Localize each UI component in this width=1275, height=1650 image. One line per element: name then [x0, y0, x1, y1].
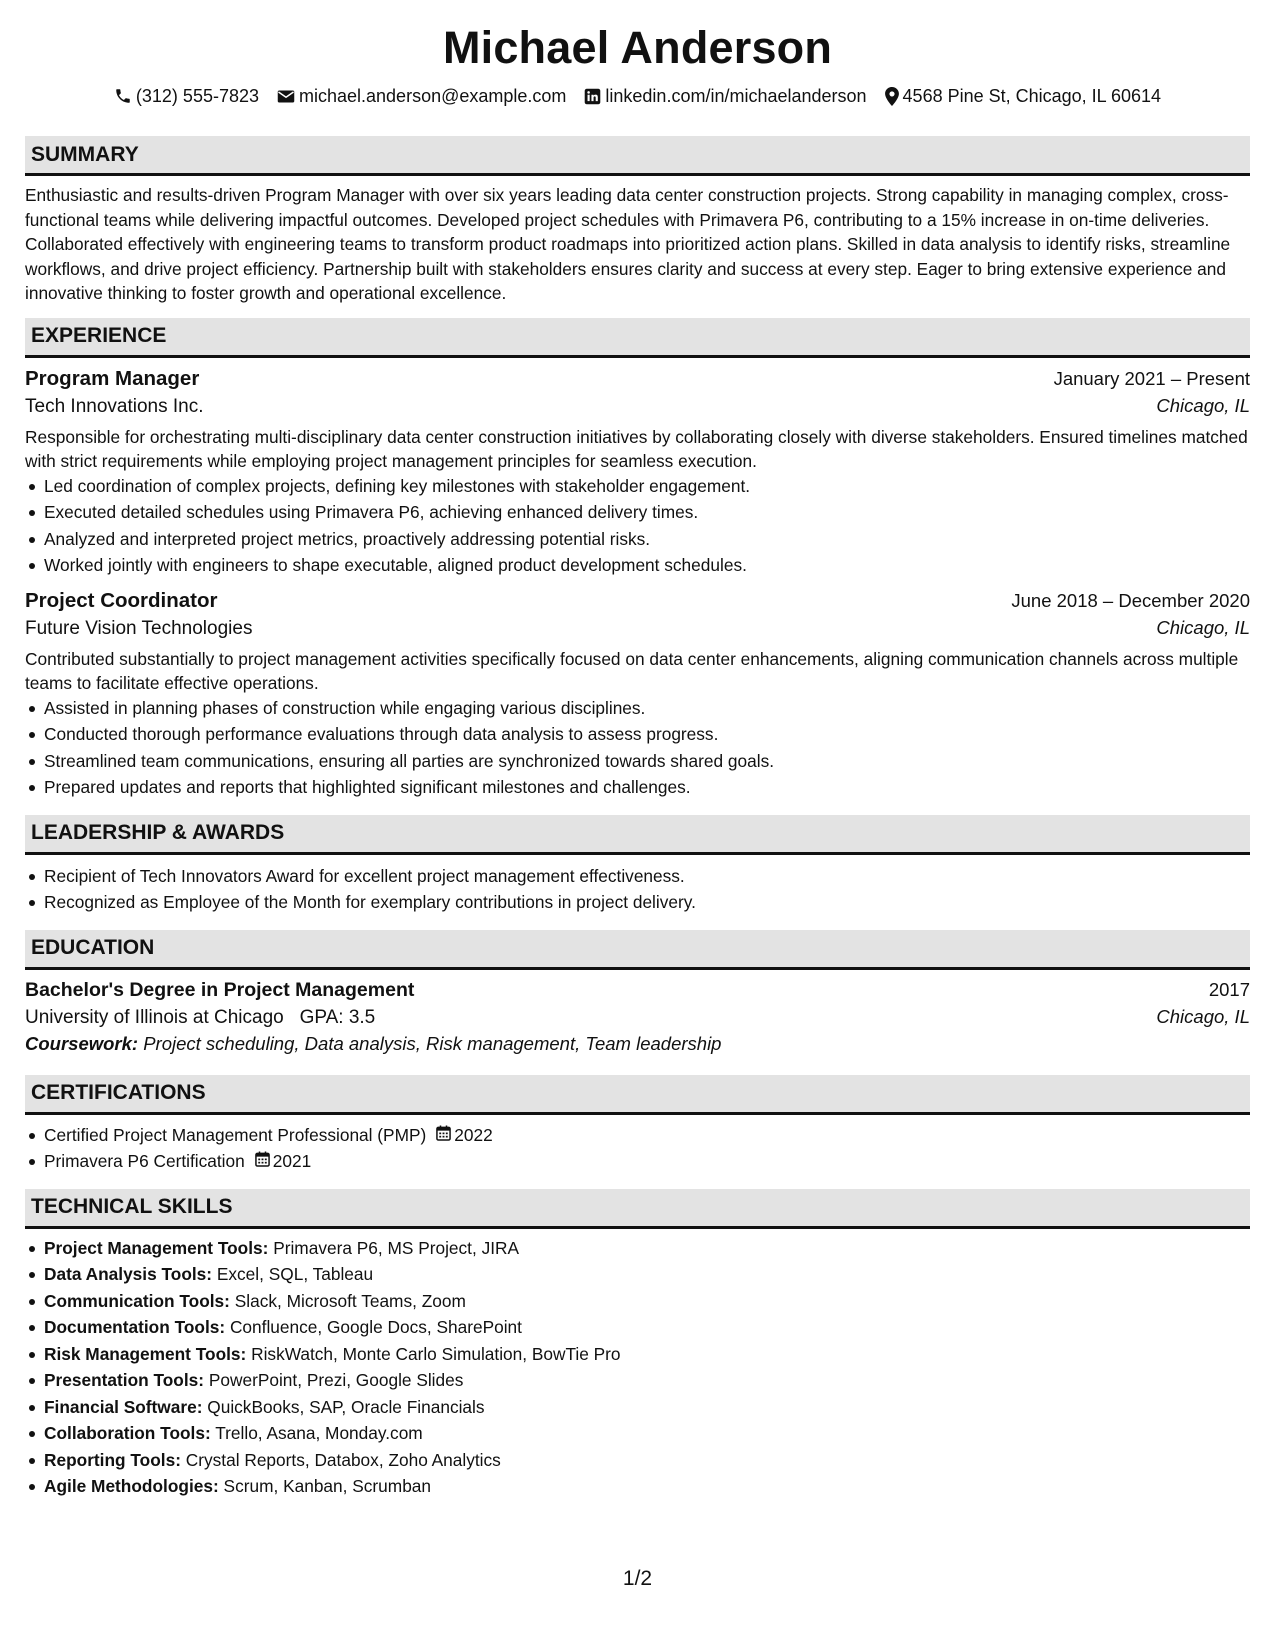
- job-location: Chicago, IL: [1156, 394, 1250, 416]
- list-item: Recognized as Employee of the Month for exemplary contributions in project delivery.: [44, 889, 1250, 916]
- contact-phone[interactable]: [114, 84, 259, 108]
- skills-list: [25, 1235, 1250, 1500]
- list-item: [44, 1447, 1250, 1474]
- cert-year: 2021: [272, 1151, 312, 1171]
- contact-address: [885, 84, 1162, 108]
- skill-value: QuickBooks, SAP, Oracle Financials: [207, 1396, 485, 1417]
- skill-label: Project Management Tools:: [44, 1237, 269, 1258]
- list-item: [44, 1394, 1250, 1421]
- skill-label: Risk Management Tools:: [44, 1343, 247, 1364]
- job-description: Responsible for orchestrating multi-disciplinary data center construction initiatives by collaborating closely with diverse stakeholders. Ensured timelines matched with strict requirements while employing project management principles for seamless execution.: [25, 426, 1248, 471]
- skills-heading: TECHNICAL SKILLS: [25, 1189, 1250, 1229]
- coursework-list: Project scheduling, Data analysis, Risk management, Team leadership: [143, 1032, 722, 1054]
- skill-value: Confluence, Google Docs, SharePoint: [229, 1317, 522, 1337]
- skill-value: Primavera P6, MS Project, JIRA: [273, 1237, 520, 1258]
- skill-label: Communication Tools:: [44, 1290, 230, 1311]
- job-company: Tech Innovations Inc.: [25, 395, 204, 417]
- phone-text: (312) 555-7823: [135, 86, 259, 106]
- resume-page: [25, 20, 1250, 1500]
- skill-label: Collaboration Tools:: [44, 1423, 211, 1443]
- coursework-label: Coursework:: [25, 1032, 139, 1054]
- contact-email[interactable]: [277, 84, 566, 108]
- job-entry: [25, 589, 1250, 801]
- linkedin-icon: [584, 88, 601, 105]
- job-bullets: [25, 695, 1250, 801]
- job-bullets: [25, 473, 1250, 579]
- skill-label: Presentation Tools:: [44, 1370, 205, 1390]
- job-entry: [25, 367, 1250, 579]
- candidate-name: Michael Anderson: [442, 22, 833, 73]
- skill-label: Data Analysis Tools:: [44, 1264, 213, 1284]
- list-item: Analyzed and interpreted project metrics, proactively addressing potential risks.: [44, 526, 1250, 553]
- linkedin-text: linkedin.com/in/michaelanderson: [605, 86, 867, 106]
- job-location: Chicago, IL: [1156, 616, 1250, 638]
- job-company: Future Vision Technologies: [25, 617, 253, 639]
- job-dates: January 2021 – Present: [1053, 367, 1250, 389]
- email-text: michael.anderson@example.com: [299, 86, 567, 106]
- list-item: [44, 1288, 1250, 1315]
- map-pin-icon: [885, 87, 899, 106]
- skill-label: Agile Methodologies:: [44, 1476, 219, 1496]
- school-line: [25, 1007, 375, 1029]
- list-item: Prepared updates and reports that highlighted significant milestones and challenges.: [44, 774, 1250, 801]
- degree-title: Bachelor's Degree in Project Management: [25, 978, 415, 1001]
- leadership-list: [25, 863, 1250, 916]
- list-item: Executed detailed schedules using Primavera P6, achieving enhanced delivery times.: [44, 499, 1250, 526]
- skill-label: Documentation Tools:: [44, 1317, 226, 1337]
- list-item: [44, 1314, 1250, 1341]
- graduation-year: 2017: [1208, 978, 1250, 1000]
- list-item: [44, 1341, 1250, 1368]
- skill-value: RiskWatch, Monte Carlo Simulation, BowTie Pro: [251, 1343, 621, 1364]
- list-item: [44, 1420, 1250, 1447]
- list-item: [44, 1122, 1250, 1149]
- summary-text: Enthusiastic and results-driven Program Manager with over six years leading data center construction projects. Strong capability in managing complex, cross-functional teams while delivering impactful outcomes. Developed project schedules with Primavera P6, contributing to a 15% increase in on-time deliveries. Collaborated effectively with engineering teams to transform product roadmaps into prioritized action plans. Skilled in data analysis to identify risks, streamline workflows, and drive project efficiency. Partnership built with stakeholders ensures clarity and success at every step. Eager to bring extensive experience and innovative thinking to foster growth and operational excellence.: [25, 185, 1231, 303]
- skill-value: Slack, Microsoft Teams, Zoom: [234, 1290, 466, 1311]
- job-title: Program Manager: [25, 366, 200, 390]
- gpa: GPA: 3.5: [299, 1006, 376, 1028]
- calendar-icon: [436, 1122, 451, 1149]
- list-item: Assisted in planning phases of construction while engaging various disciplines.: [44, 695, 1250, 722]
- job-title: Project Coordinator: [25, 588, 218, 612]
- list-item: [44, 1473, 1250, 1500]
- job-dates: June 2018 – December 2020: [1011, 589, 1250, 611]
- education-heading: EDUCATION: [25, 930, 1250, 970]
- list-item: [44, 1148, 1250, 1175]
- skill-value: Excel, SQL, Tableau: [216, 1264, 374, 1284]
- list-item: Recipient of Tech Innovators Award for excellent project management effectiveness.: [44, 863, 1250, 890]
- list-item: [44, 1367, 1250, 1394]
- coursework: [25, 1033, 1250, 1055]
- contact-bar: [25, 84, 1250, 108]
- calendar-icon: [255, 1148, 270, 1175]
- list-item: Worked jointly with engineers to shape executable, aligned product development schedules.: [44, 552, 1250, 579]
- list-item: [44, 1261, 1250, 1288]
- address-text: 4568 Pine St, Chicago, IL 60614: [902, 86, 1162, 106]
- leadership-heading: LEADERSHIP & AWARDS: [25, 815, 1250, 855]
- cert-year: 2022: [454, 1124, 493, 1145]
- list-item: Conducted thorough performance evaluations through data analysis to assess progress.: [44, 721, 1250, 748]
- skill-value: PowerPoint, Prezi, Google Slides: [208, 1370, 464, 1390]
- skill-value: Trello, Asana, Monday.com: [215, 1423, 423, 1443]
- envelope-icon: [277, 89, 295, 104]
- experience-heading: EXPERIENCE: [25, 318, 1250, 358]
- list-item: Led coordination of complex projects, defining key milestones with stakeholder engagement.: [44, 473, 1250, 500]
- contact-linkedin[interactable]: [584, 84, 866, 108]
- certifications-heading: CERTIFICATIONS: [25, 1075, 1250, 1115]
- education-entry: [25, 979, 1250, 1055]
- phone-icon: [114, 87, 132, 105]
- school-location: Chicago, IL: [1156, 1005, 1250, 1027]
- job-description: Contributed substantially to project management activities specifically focused on data center enhancements, aligning communication channels across multiple teams to facilitate effective operations.: [25, 648, 1239, 693]
- summary-heading: SUMMARY: [25, 136, 1250, 176]
- skill-value: Scrum, Kanban, Scrumban: [223, 1476, 432, 1496]
- skill-value: Crystal Reports, Databox, Zoho Analytics: [185, 1449, 501, 1470]
- skill-label: Reporting Tools:: [44, 1449, 181, 1470]
- school-name: University of Illinois at Chicago: [25, 1006, 284, 1028]
- page-number: 1/2: [622, 1567, 653, 1590]
- cert-name: Primavera P6 Certification: [44, 1151, 245, 1171]
- certifications-list: [25, 1122, 1250, 1175]
- cert-name: Certified Project Management Professional (PMP): [44, 1124, 427, 1145]
- list-item: Streamlined team communications, ensuring all parties are synchronized towards shared goals.: [44, 748, 1250, 775]
- list-item: [44, 1235, 1250, 1262]
- skill-label: Financial Software:: [44, 1396, 203, 1417]
